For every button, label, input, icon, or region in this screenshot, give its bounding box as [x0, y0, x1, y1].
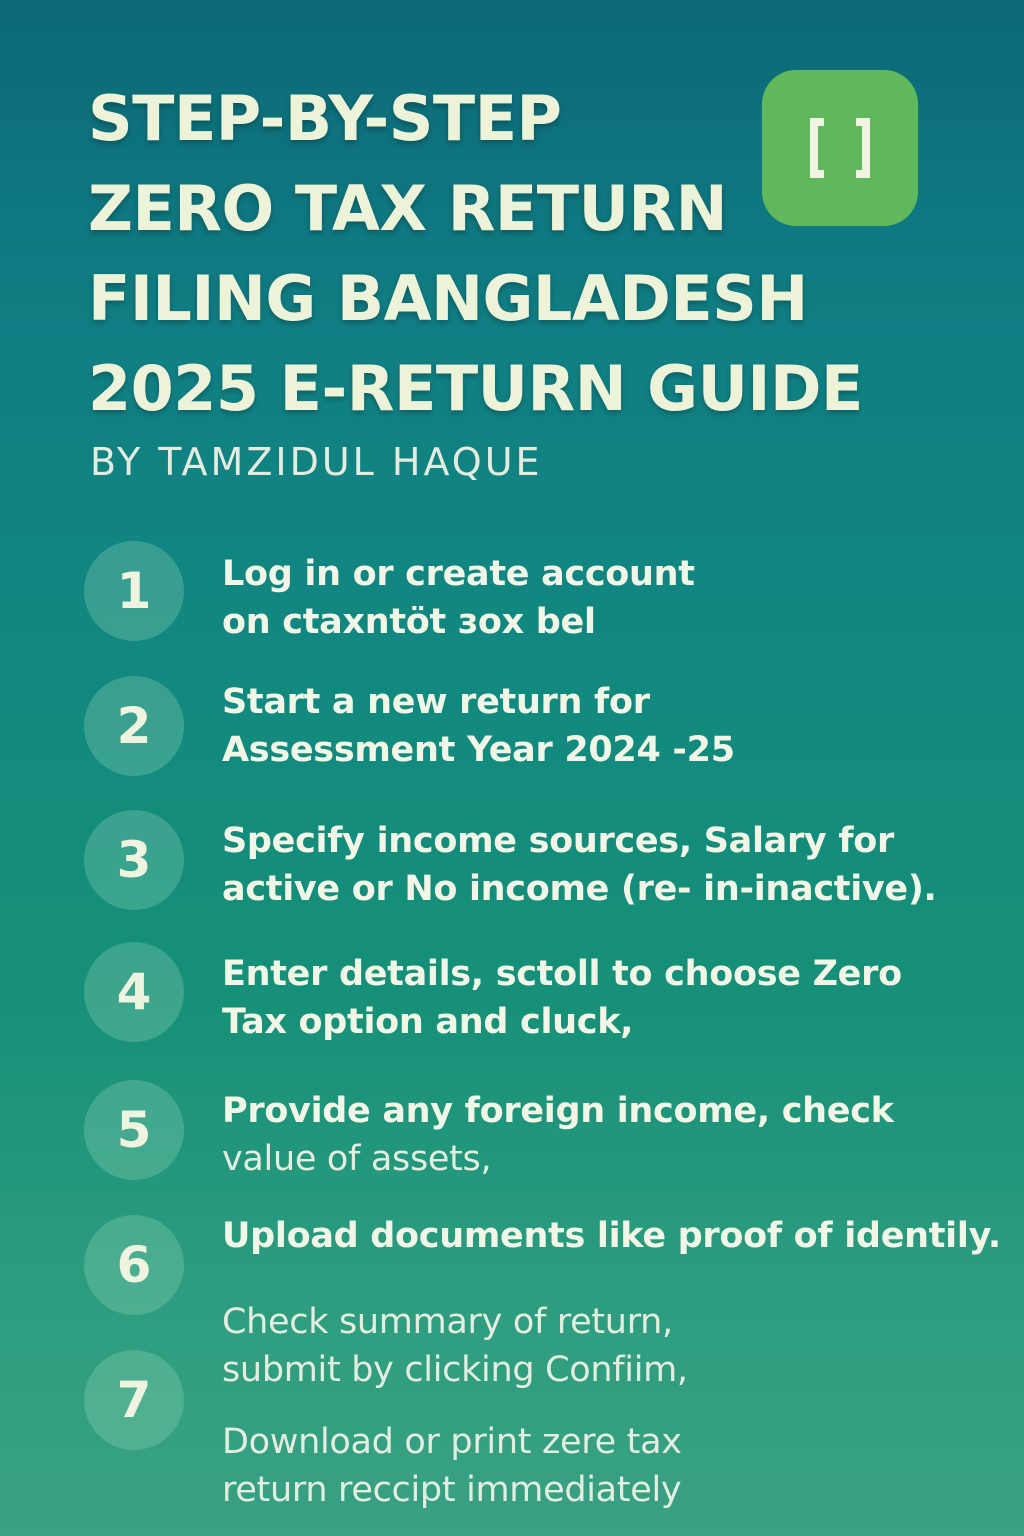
step-number-7: 7 — [84, 1350, 184, 1450]
step-line: Start a new return for — [222, 682, 650, 722]
step-number-1: 1 — [84, 541, 184, 641]
title-line: ZERO TAX RETURN — [88, 172, 728, 245]
step-text-1 — [222, 550, 982, 646]
step-number-5: 5 — [84, 1080, 184, 1180]
step-number-4: 4 — [84, 942, 184, 1042]
step-text-3 — [222, 817, 982, 913]
step-text-2 — [222, 678, 982, 774]
step-line: active or No income (re- in-inactive). — [222, 869, 937, 909]
step-number-3: 3 — [84, 810, 184, 910]
step-line: Log in or create account — [222, 554, 695, 594]
step-line: Tax option and cluck, — [222, 1002, 634, 1042]
step-number-2: 2 — [84, 676, 184, 776]
step-text-7 — [222, 1298, 982, 1514]
title-line: 2025 E-RETURN GUIDE — [88, 352, 863, 425]
title-line: FILING BANGLADESH — [88, 262, 808, 335]
step-line: submit by clicking Confiim, — [222, 1350, 688, 1390]
step-line: return reccipt immediately — [222, 1470, 682, 1510]
step-text-6 — [222, 1212, 1001, 1260]
step-line: Provide any foreign income, check — [222, 1091, 894, 1131]
step-line: Upload documents like proof of identily. — [222, 1216, 1001, 1256]
step-line: Specify income sources, Salary for — [222, 821, 894, 861]
step-text-5 — [222, 1087, 982, 1183]
step-line: Enter details, sctoll to choose Zero — [222, 954, 902, 994]
step-line: Check summary of return, — [222, 1302, 673, 1342]
title-line: STEP-BY-STEP — [88, 82, 562, 155]
step-text-4 — [222, 950, 982, 1046]
guide-title — [88, 74, 948, 434]
step-line: Assessment Year 2024 -25 — [222, 730, 735, 770]
step-line: on ctaxntöt зox bel — [222, 602, 596, 642]
author-byline: BY TAMZIDUL HAQUE — [90, 440, 543, 484]
step-line: value of assets, — [222, 1139, 492, 1179]
step-line: Download or print zere tax — [222, 1422, 682, 1462]
step-number-6: 6 — [84, 1215, 184, 1315]
